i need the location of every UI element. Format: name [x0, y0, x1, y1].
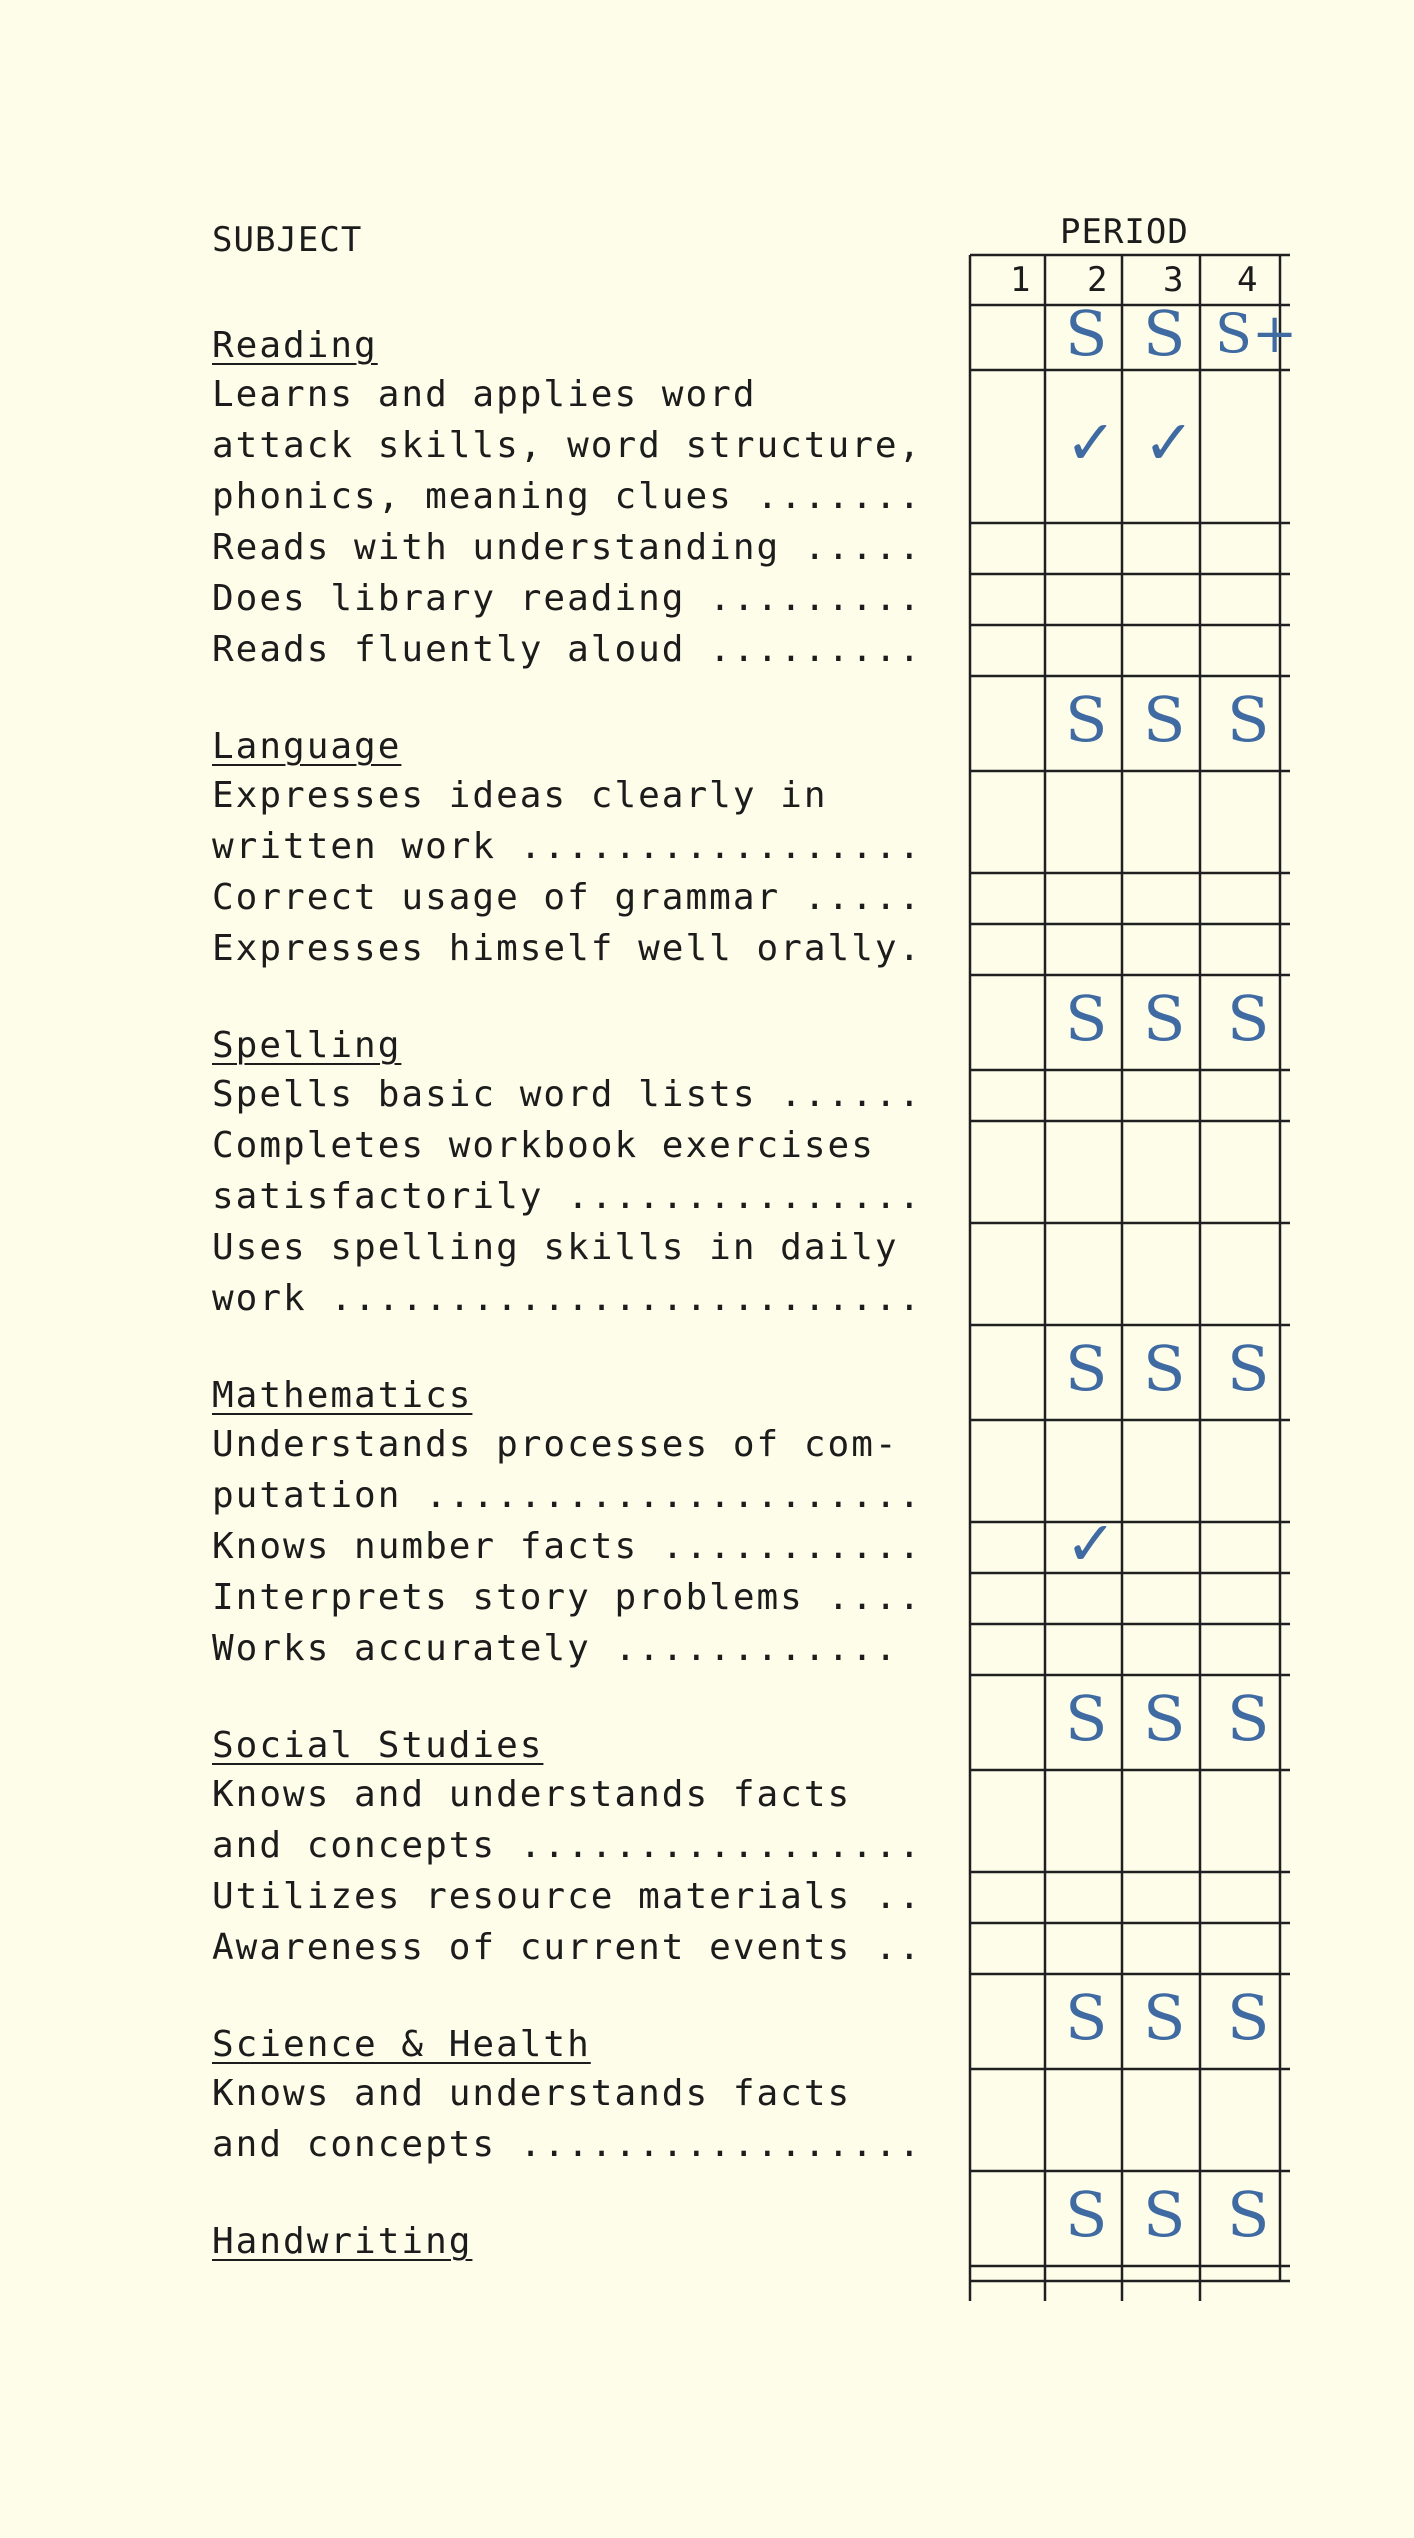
criterion-line: Works accurately ............: [212, 1628, 899, 1669]
period-number-1: 1: [1010, 260, 1031, 300]
criterion-line: putation .....................: [212, 1475, 923, 1516]
section-title: Social Studies: [212, 1725, 544, 1766]
check-mark: ✓: [1065, 405, 1117, 479]
grade-mark: S: [1065, 682, 1108, 756]
grade-mark: S: [1065, 1681, 1108, 1755]
grade-mark: S: [1227, 2177, 1270, 2251]
grade-mark: S: [1143, 981, 1186, 1055]
period-column-header: PERIOD: [1060, 212, 1189, 252]
criterion-line: attack skills, word structure,: [212, 425, 923, 466]
section-title: Mathematics: [212, 1375, 473, 1416]
criterion-line: Knows and understands facts: [212, 1774, 852, 1815]
criterion-line: Correct usage of grammar .....: [212, 877, 923, 918]
criterion-line: Utilizes resource materials ..: [212, 1876, 923, 1917]
criterion-line: Awareness of current events ..: [212, 1927, 923, 1968]
grade-mark: S: [1143, 296, 1186, 370]
criterion-line: Interprets story problems ....: [212, 1577, 923, 1618]
period-number-3: 3: [1163, 260, 1184, 300]
criterion-line: work .........................: [212, 1278, 923, 1319]
criterion-line: Uses spelling skills in daily: [212, 1227, 899, 1268]
grade-mark: S: [1143, 2177, 1186, 2251]
criterion-line: Knows number facts ...........: [212, 1526, 923, 1567]
check-mark: ✓: [1143, 405, 1195, 479]
grade-mark: S: [1227, 1980, 1270, 2054]
criterion-line: and concepts .................: [212, 1825, 923, 1866]
criterion-line: Expresses himself well orally.: [212, 928, 923, 969]
period-number-2: 2: [1087, 260, 1108, 300]
grade-mark: S: [1227, 1681, 1270, 1755]
criterion-line: Reads fluently aloud .........: [212, 629, 923, 670]
criterion-line: Completes workbook exercises: [212, 1125, 875, 1166]
grade-mark: S: [1143, 1681, 1186, 1755]
section-title: Spelling: [212, 1025, 402, 1066]
section-title: Reading: [212, 325, 378, 366]
criterion-line: Reads with understanding .....: [212, 527, 923, 568]
criterion-line: and concepts .................: [212, 2124, 923, 2165]
grade-mark: S: [1227, 981, 1270, 1055]
grade-mark: S: [1065, 1980, 1108, 2054]
grade-mark: S: [1227, 1331, 1270, 1405]
criterion-line: written work .................: [212, 826, 923, 867]
section-title: Science & Health: [212, 2024, 591, 2065]
criterion-line: Expresses ideas clearly in: [212, 775, 828, 816]
criterion-line: satisfactorily ...............: [212, 1176, 923, 1217]
criterion-line: Learns and applies word: [212, 374, 757, 415]
criterion-line: Spells basic word lists ......: [212, 1074, 923, 1115]
grade-mark: S: [1143, 1331, 1186, 1405]
criterion-line: Understands processes of com-: [212, 1424, 899, 1465]
criterion-line: phonics, meaning clues .......: [212, 476, 923, 517]
subject-column-header: SUBJECT: [212, 220, 363, 260]
grade-mark: S: [1065, 1331, 1108, 1405]
grade-mark: S: [1227, 682, 1270, 756]
grade-mark: S: [1143, 1980, 1186, 2054]
check-mark: ✓: [1065, 1506, 1117, 1580]
section-title: Handwriting: [212, 2221, 473, 2262]
grade-mark: S: [1065, 2177, 1108, 2251]
grade-mark: S: [1065, 296, 1108, 370]
criterion-line: Knows and understands facts: [212, 2073, 852, 2114]
criterion-line: Does library reading .........: [212, 578, 923, 619]
period-number-4: 4: [1237, 260, 1258, 300]
grade-mark: S: [1143, 682, 1186, 756]
grade-mark: S: [1065, 981, 1108, 1055]
grade-mark: S+: [1215, 301, 1298, 365]
section-title: Language: [212, 726, 402, 767]
